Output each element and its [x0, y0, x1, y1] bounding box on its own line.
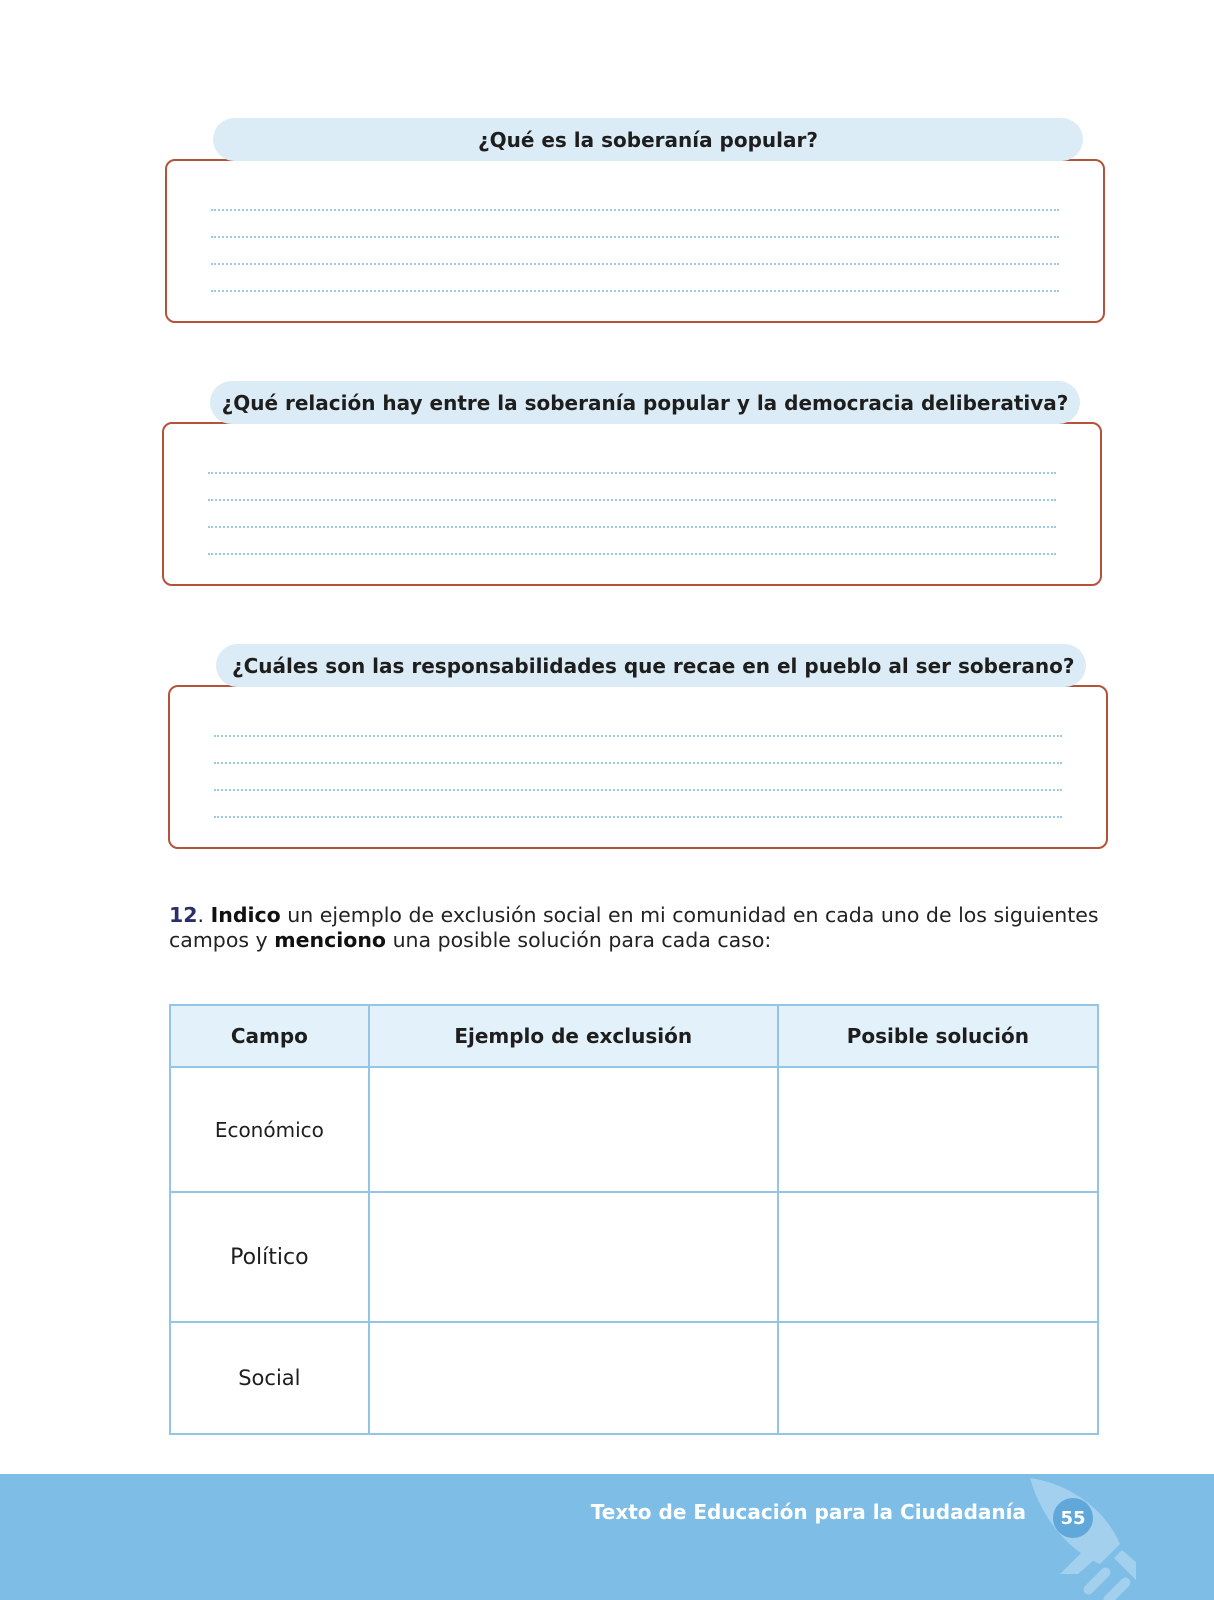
question-block-3 [168, 644, 1108, 849]
answer-cell[interactable] [369, 1322, 778, 1434]
question-label: ¿Qué es la soberanía popular? [213, 118, 1083, 161]
answer-box[interactable] [168, 685, 1108, 849]
activity-verb-1: Indico [210, 903, 281, 927]
writing-line [214, 789, 1062, 791]
table-row [170, 1322, 1098, 1434]
exclusion-table [169, 1004, 1099, 1435]
writing-line [211, 263, 1059, 265]
writing-line [214, 816, 1062, 818]
activity-text-1: un ejemplo de exclusión social en mi comunidad en cada uno de los siguientes campos y [169, 903, 1099, 952]
question-label: ¿Qué relación hay entre la soberanía popular y la democracia deliberativa? [210, 381, 1080, 424]
activity-instruction [169, 903, 1109, 953]
answer-cell[interactable] [778, 1067, 1098, 1192]
header-campo: Campo [170, 1005, 369, 1067]
writing-line [208, 526, 1056, 528]
writing-line [211, 236, 1059, 238]
answer-cell[interactable] [778, 1322, 1098, 1434]
question-block-2 [162, 381, 1102, 586]
table-row [170, 1192, 1098, 1322]
answer-cell[interactable] [369, 1192, 778, 1322]
writing-line [208, 472, 1056, 474]
writing-line [208, 553, 1056, 555]
row-label: Económico [170, 1067, 369, 1192]
row-label: Social [170, 1322, 369, 1434]
writing-line [211, 290, 1059, 292]
question-label [216, 644, 1086, 687]
rocket-icon [1020, 1474, 1180, 1600]
question-text: ¿Cuáles son las responsabilidades que recae en el pueblo al ser soberano? [232, 653, 1075, 678]
header-solucion: Posible solución [778, 1005, 1098, 1067]
header-ejemplo: Ejemplo de exclusión [369, 1005, 778, 1067]
writing-line [211, 209, 1059, 211]
answer-cell[interactable] [778, 1192, 1098, 1322]
answer-box[interactable] [162, 422, 1102, 586]
row-label: Político [170, 1192, 369, 1322]
page-footer [0, 1474, 1214, 1600]
answer-cell[interactable] [369, 1067, 778, 1192]
activity-verb-2: menciono [274, 928, 387, 952]
page-number: 55 [1053, 1498, 1093, 1538]
answer-box[interactable] [165, 159, 1105, 323]
writing-line [214, 735, 1062, 737]
writing-line [208, 499, 1056, 501]
book-title: Texto de Educación para la Ciudadanía [590, 1500, 1026, 1524]
table-header-row [170, 1005, 1098, 1067]
writing-line [214, 762, 1062, 764]
table-row [170, 1067, 1098, 1192]
question-block-1 [165, 118, 1105, 323]
activity-dot: . [197, 903, 205, 927]
activity-number: 12 [169, 903, 198, 927]
activity-text-2: una posible solución para cada caso: [392, 928, 772, 952]
